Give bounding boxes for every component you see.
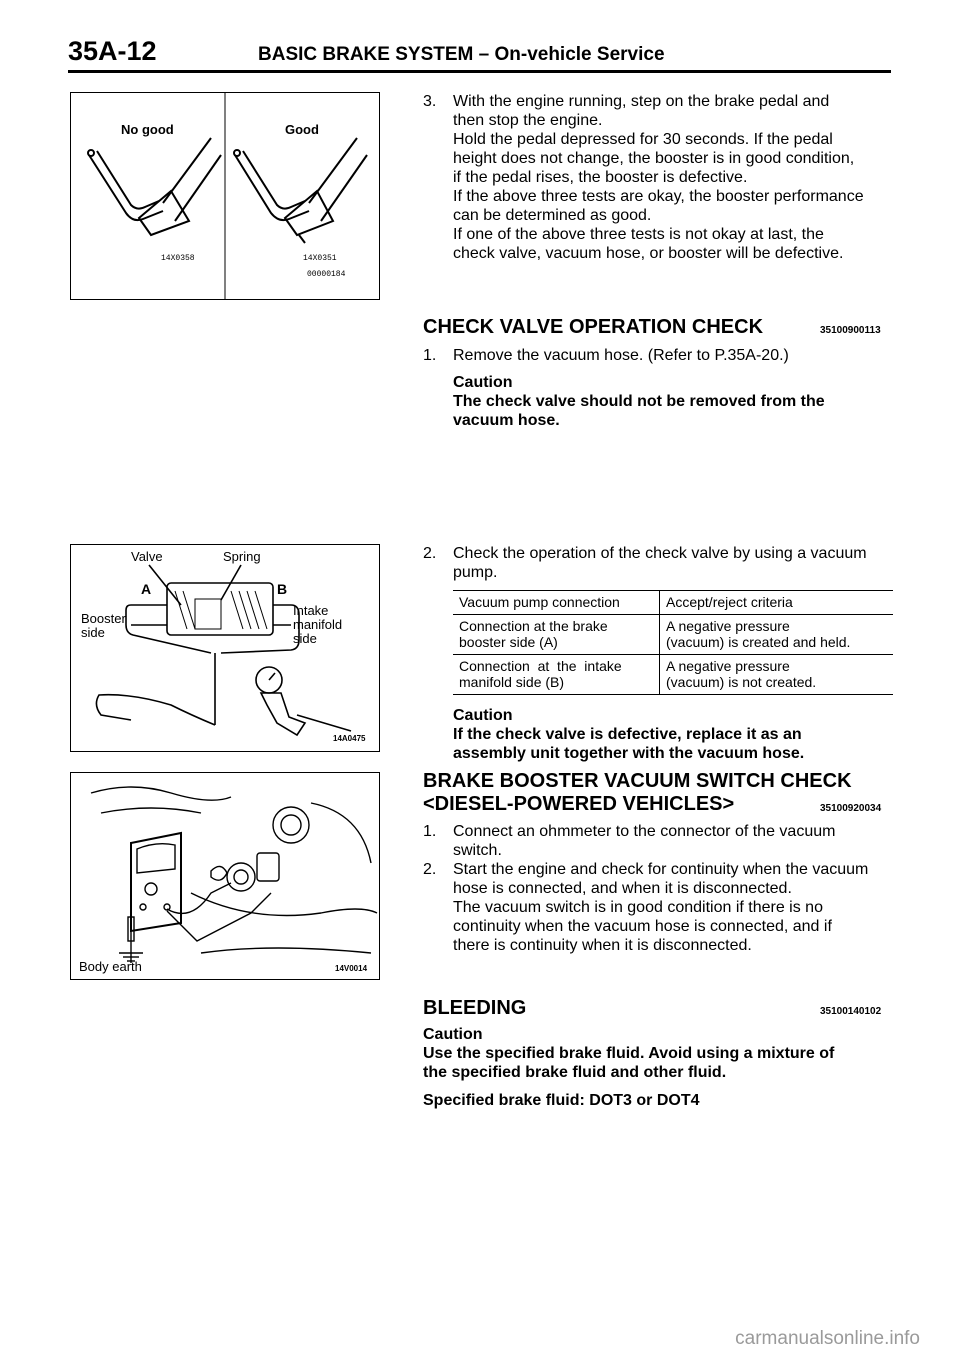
step-2-text: [453, 544, 893, 582]
step-1-text: [453, 822, 893, 860]
body-earth-label: Body earth: [79, 959, 142, 974]
check-valve-title: CHECK VALVE OPERATION CHECK: [423, 316, 764, 338]
cell-line: booster side (A): [459, 634, 558, 650]
step-text: Remove the vacuum hose. (Refer to P.35A-20.): [453, 347, 789, 364]
manifold-label: manifold: [293, 617, 343, 632]
caution-line: the specified brake fluid and other fluid.: [423, 1064, 727, 1081]
cell-line: (vacuum) is not created.: [666, 674, 817, 690]
caution-line: Use the specified brake fluid. Avoid using a mixture of: [423, 1045, 835, 1062]
check-valve-figure: [70, 544, 380, 752]
fig-code-left: 14X0358: [161, 254, 195, 263]
caution-1: [453, 373, 893, 430]
step-number: 3.: [423, 93, 437, 110]
caution-label: Caution: [453, 374, 513, 391]
caution-line: If the check valve is defective, replace it as an: [453, 726, 802, 743]
text-line: pump.: [453, 564, 498, 581]
bleeding-caution: [423, 1025, 893, 1082]
vacuum-switch-title: BRAKE BOOSTER VACUUM SWITCH CHECK: [423, 770, 852, 792]
vacuum-switch-step-1: [423, 822, 893, 862]
check-valve-step-1: [423, 346, 893, 366]
text-line: hose is connected, and when it is disconnected.: [453, 880, 792, 897]
no-good-label: No good: [121, 122, 174, 137]
table-row: [453, 655, 893, 695]
table-row: [453, 615, 893, 655]
port-b-label: B: [277, 581, 288, 597]
text-line: can be determined as good.: [453, 207, 652, 224]
fig-code-bottom: 00000184: [307, 270, 346, 279]
bleeding-title: BLEEDING: [423, 997, 527, 1019]
table-cell: [660, 615, 894, 655]
cell-line: Connection at the brake: [459, 618, 608, 634]
port-a-label: A: [141, 581, 152, 597]
text-line: height does not change, the booster is in good condition,: [453, 150, 855, 167]
cell-line: Connection at the intake: [459, 658, 622, 674]
intake-label: Intake: [293, 603, 329, 618]
caution-label: Caution: [423, 1026, 483, 1043]
caution-2: [453, 706, 893, 763]
vacuum-switch-code: 35100920034: [820, 803, 882, 814]
cell-line: A negative pressure: [666, 658, 790, 674]
caution-label: Caution: [453, 707, 513, 724]
table-header: Accept/reject criteria: [660, 591, 894, 615]
vacuum-switch-subtitle: <DIESEL-POWERED VEHICLES>: [423, 793, 735, 815]
step-2-text: [453, 860, 893, 955]
check-valve-step-2: [423, 544, 893, 584]
intake-side-label: side: [293, 631, 317, 646]
watermark: carmanualsonline.info: [735, 1328, 920, 1349]
text-line: With the engine running, step on the brake pedal and: [453, 93, 830, 110]
pedal-figure: [70, 92, 380, 300]
good-label: Good: [285, 122, 319, 137]
caution-line: vacuum hose.: [453, 412, 560, 429]
brake-fluid-spec: Specified brake fluid: DOT3 or DOT4: [423, 1092, 700, 1109]
bleeding-code: 35100140102: [820, 1006, 882, 1017]
step-number: 1.: [423, 347, 437, 364]
step-number: 2.: [423, 545, 437, 562]
vacuum-switch-step-2: [423, 860, 893, 956]
table-header: Vacuum pump connection: [453, 591, 660, 615]
page-title: BASIC BRAKE SYSTEM – On-vehicle Service: [258, 44, 665, 65]
booster-side-label: side: [81, 625, 105, 640]
spring-label: Spring: [223, 549, 261, 564]
header-rule: [68, 70, 891, 73]
step-3-text: [453, 92, 893, 263]
text-line: Check the operation of the check valve by using a vacuum: [453, 545, 867, 562]
text-line: then stop the engine.: [453, 112, 603, 129]
text-line: Hold the pedal depressed for 30 seconds. If the pedal: [453, 131, 833, 148]
step-3: [423, 92, 893, 267]
text-line: if the pedal rises, the booster is defective.: [453, 169, 748, 186]
criteria-table: [453, 590, 893, 695]
text-line: continuity when the vacuum hose is connected, and if: [453, 918, 832, 935]
fig-code-switch: 14V0014: [335, 964, 368, 973]
text-line: switch.: [453, 842, 502, 859]
fig-code-valve: 14A0475: [333, 734, 366, 743]
valve-label: Valve: [131, 549, 163, 564]
text-line: The vacuum switch is in good condition if there is no: [453, 899, 823, 916]
text-line: If the above three tests are okay, the booster performance: [453, 188, 864, 205]
text-line: Start the engine and check for continuity when the vacuum: [453, 861, 869, 878]
pedal-illustration: [71, 93, 379, 299]
fig-code-right: 14X0351: [303, 254, 337, 263]
table-cell: [453, 655, 660, 695]
cell-line: A negative pressure: [666, 618, 790, 634]
caution-line: The check valve should not be removed from the: [453, 393, 825, 410]
cell-line: (vacuum) is created and held.: [666, 634, 851, 650]
text-line: Connect an ohmmeter to the connector of the vacuum: [453, 823, 836, 840]
check-valve-code: 35100900113: [820, 325, 881, 336]
step-number: 2.: [423, 861, 437, 878]
check-valve-illustration: [71, 545, 379, 751]
table-cell: [660, 655, 894, 695]
vacuum-switch-illustration: [71, 773, 379, 979]
caution-line: assembly unit together with the vacuum hose.: [453, 745, 805, 762]
text-line: If one of the above three tests is not okay at last, the: [453, 226, 824, 243]
step-number: 1.: [423, 823, 437, 840]
cell-line: manifold side (B): [459, 674, 565, 690]
page-number: 35A-12: [68, 36, 157, 66]
table-cell: [453, 615, 660, 655]
text-line: there is continuity when it is disconnected.: [453, 937, 752, 954]
text-line: check valve, vacuum hose, or booster will be defective.: [453, 245, 844, 262]
table-header-row: [453, 591, 893, 615]
vacuum-switch-figure: [70, 772, 380, 980]
booster-label: Booster: [81, 611, 126, 626]
